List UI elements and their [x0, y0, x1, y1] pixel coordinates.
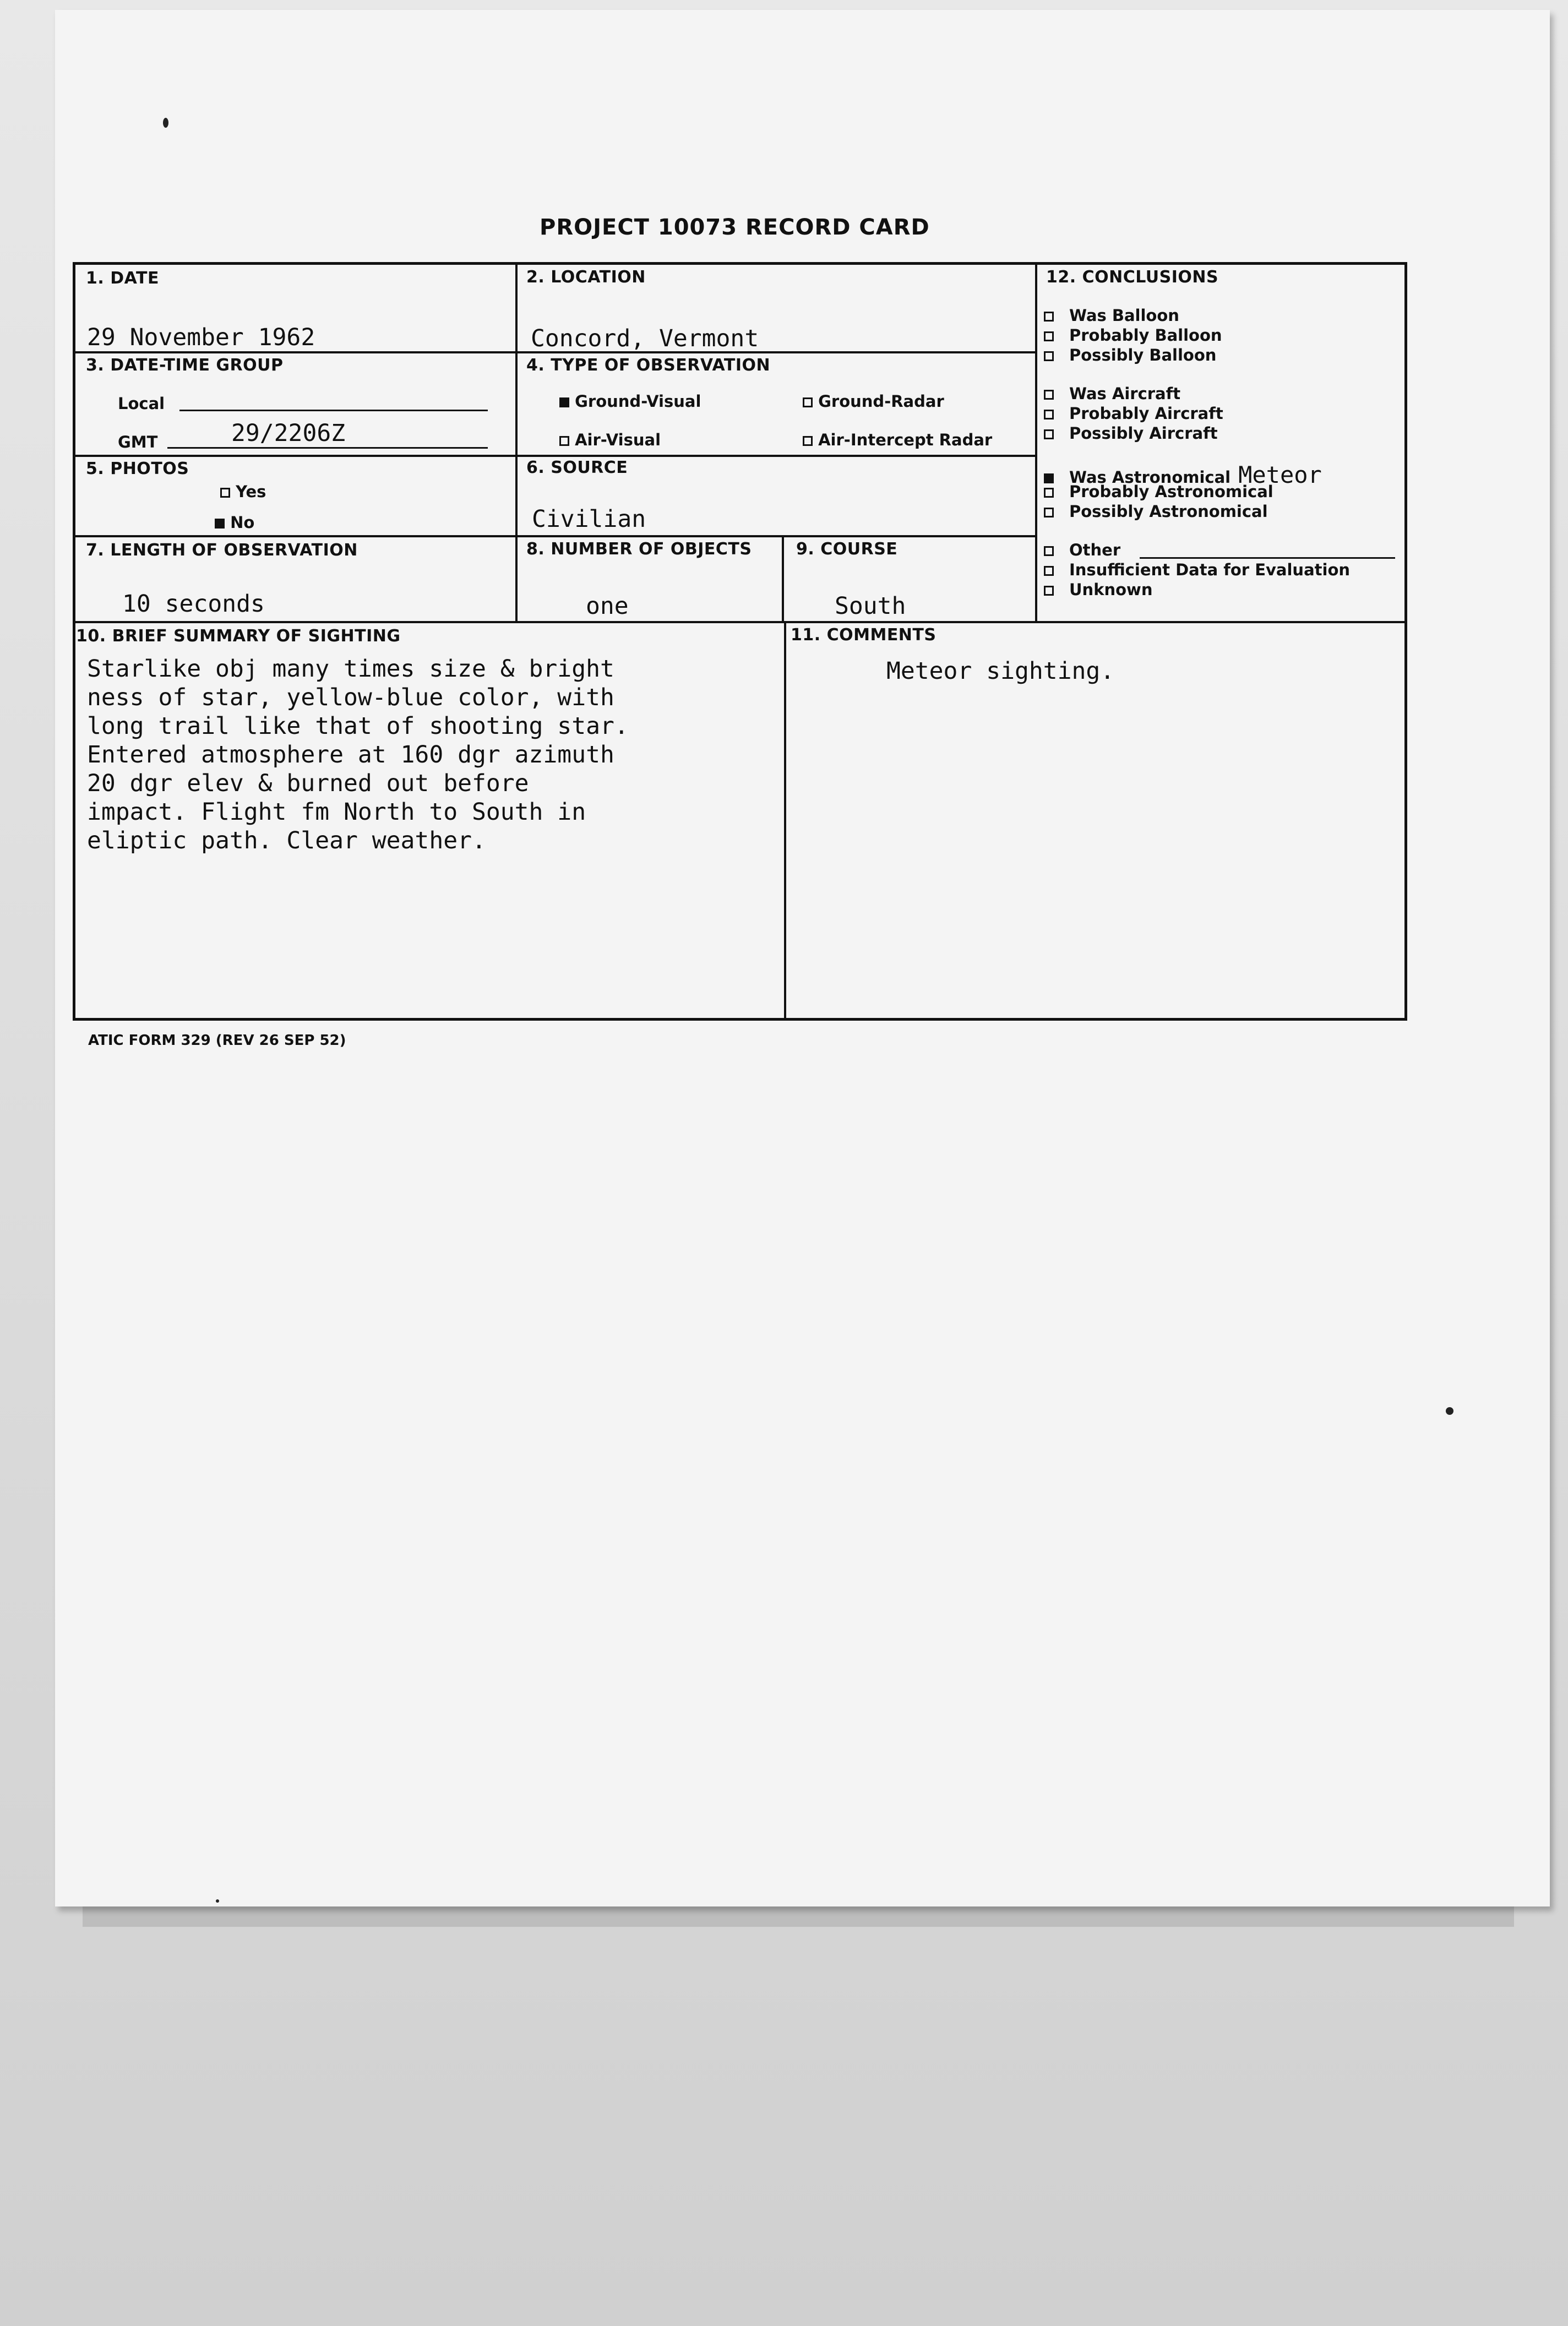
- conclusion-was-aircraft[interactable]: Was Aircraft: [1044, 384, 1180, 403]
- form-number: ATIC FORM 329 (REV 26 SEP 52): [88, 1032, 346, 1049]
- divider: [515, 263, 518, 621]
- air-visual-checkbox[interactable]: [559, 436, 569, 446]
- checkbox[interactable]: [1044, 488, 1054, 498]
- conclusion-possibly-astronomical[interactable]: Possibly Astronomical: [1044, 502, 1268, 521]
- conclusion-other[interactable]: Other: [1044, 541, 1120, 559]
- ground-radar-option[interactable]: Ground-Radar: [803, 392, 944, 411]
- conclusion-possibly-aircraft[interactable]: Possibly Aircraft: [1044, 424, 1218, 443]
- dust-speck: [216, 1899, 219, 1903]
- photos-yes-checkbox[interactable]: [220, 488, 230, 498]
- summary-line: eliptic path. Clear weather.: [87, 827, 486, 854]
- comments-value: Meteor sighting.: [886, 657, 1115, 685]
- summary-line: impact. Flight fm North to South in: [87, 798, 586, 826]
- photos-label: 5. PHOTOS: [86, 459, 189, 478]
- date-value: 29 November 1962: [87, 324, 315, 351]
- summary-line: ness of star, yellow-blue color, with: [87, 684, 614, 711]
- dust-speck: [1446, 1407, 1453, 1415]
- checkbox[interactable]: [1044, 351, 1054, 361]
- summary-line: long trail like that of shooting star.: [87, 712, 629, 740]
- other-underline: [1140, 557, 1395, 559]
- local-underline: [179, 410, 488, 411]
- comments-label: 11. COMMENTS: [791, 625, 937, 645]
- checkbox[interactable]: [1044, 312, 1054, 322]
- checkbox[interactable]: [1044, 508, 1054, 518]
- divider: [1035, 263, 1037, 622]
- divider: [784, 621, 786, 1018]
- ground-visual-checkbox[interactable]: [559, 397, 569, 407]
- conclusion-probably-aircraft[interactable]: Probably Aircraft: [1044, 404, 1223, 423]
- length-value: 10 seconds: [122, 590, 265, 618]
- divider: [782, 535, 784, 622]
- source-value: Civilian: [532, 505, 646, 533]
- gmt-label: GMT: [118, 433, 158, 451]
- card-title: PROJECT 10073 RECORD CARD: [540, 215, 930, 240]
- gmt-value: 29/2206Z: [231, 420, 346, 447]
- type-obs-label: 4. TYPE OF OBSERVATION: [526, 356, 771, 375]
- checkbox[interactable]: [1044, 546, 1054, 556]
- conclusion-possibly-balloon[interactable]: Possibly Balloon: [1044, 346, 1216, 364]
- checkbox[interactable]: [1044, 586, 1054, 596]
- summary-label: 10. BRIEF SUMMARY OF SIGHTING: [76, 627, 401, 646]
- conclusion-was-balloon[interactable]: Was Balloon: [1044, 306, 1179, 325]
- divider: [74, 621, 1405, 623]
- num-objects-label: 8. NUMBER OF OBJECTS: [526, 540, 752, 559]
- dtg-label: 3. DATE-TIME GROUP: [86, 356, 284, 375]
- course-label: 9. COURSE: [796, 540, 898, 559]
- conclusion-was-astronomical[interactable]: Was Astronomical Meteor: [1044, 461, 1322, 488]
- conclusion-probably-balloon[interactable]: Probably Balloon: [1044, 326, 1222, 345]
- course-value: South: [835, 592, 906, 620]
- summary-line: Starlike obj many times size & bright: [87, 655, 614, 683]
- photos-yes-option[interactable]: Yes: [220, 482, 266, 501]
- dust-speck: [163, 118, 168, 128]
- source-label: 6. SOURCE: [526, 458, 628, 477]
- conclusions-label: 12. CONCLUSIONS: [1046, 268, 1219, 287]
- conclusion-insufficient-data[interactable]: Insufficient Data for Evaluation: [1044, 560, 1350, 579]
- summary-line: Entered atmosphere at 160 dgr azimuth: [87, 741, 614, 769]
- summary-line: 20 dgr elev & burned out before: [87, 770, 529, 797]
- location-label: 2. LOCATION: [526, 268, 646, 287]
- divider: [74, 455, 1035, 457]
- checkbox[interactable]: [1044, 331, 1054, 341]
- conclusion-probably-astronomical[interactable]: Probably Astronomical: [1044, 482, 1273, 501]
- length-label: 7. LENGTH OF OBSERVATION: [86, 541, 358, 560]
- location-value: Concord, Vermont: [531, 325, 759, 352]
- checkbox[interactable]: [1044, 566, 1054, 576]
- underlying-sheet-edge: [83, 1905, 1514, 1927]
- air-intercept-radar-checkbox[interactable]: [803, 436, 813, 446]
- date-label: 1. DATE: [86, 269, 159, 288]
- local-label: Local: [118, 394, 165, 413]
- meteor-note: Meteor: [1238, 461, 1322, 488]
- air-intercept-radar-option[interactable]: Air-Intercept Radar: [803, 431, 992, 449]
- checkbox[interactable]: [1044, 390, 1054, 400]
- conclusion-unknown[interactable]: Unknown: [1044, 580, 1153, 599]
- ground-visual-option[interactable]: Ground-Visual: [559, 392, 701, 411]
- num-objects-value: one: [586, 592, 629, 620]
- ground-radar-checkbox[interactable]: [803, 397, 813, 407]
- photos-no-checkbox[interactable]: [215, 519, 225, 529]
- divider: [74, 535, 1035, 537]
- photos-no-option[interactable]: No: [215, 513, 254, 532]
- checkbox[interactable]: [1044, 410, 1054, 420]
- checkbox[interactable]: [1044, 429, 1054, 439]
- gmt-underline: [167, 447, 488, 449]
- air-visual-option[interactable]: Air-Visual: [559, 431, 661, 449]
